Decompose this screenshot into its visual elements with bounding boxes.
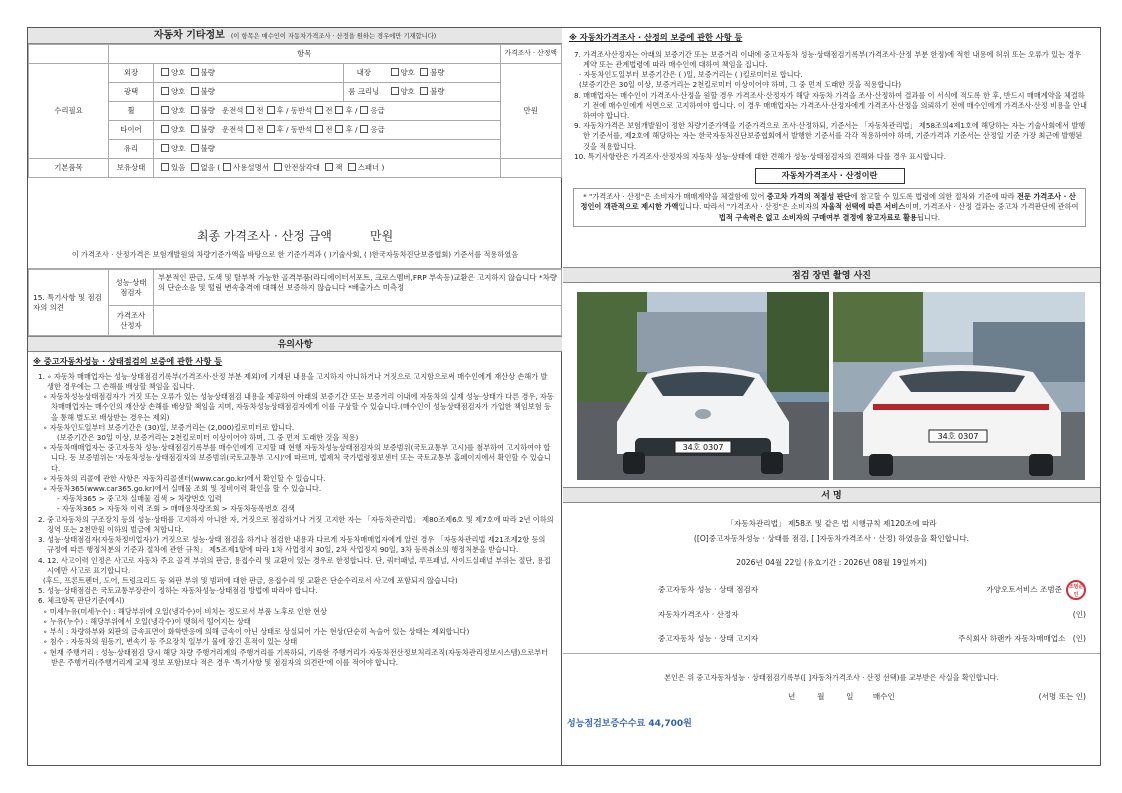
notifier-label: 중고자동차 성능 · 상태 고지자 — [658, 634, 759, 643]
gloss-bad-checkbox[interactable] — [191, 87, 199, 95]
gloss-good-checkbox[interactable] — [161, 87, 169, 95]
notice-sub: - 자동차365 > 자동차 이력 조회 > 매매용차량조회 > 자동차등록번호 검색 — [57, 504, 295, 514]
row-hold: 보유상태 — [109, 159, 154, 178]
def-text: * "가격조사 · 산정"은 소비자가 매매계약을 체결함에 있어 — [583, 191, 767, 201]
jack-checkbox[interactable] — [325, 163, 333, 171]
notifier-name: 주식회사 하랜카 자동차매매업소 — [957, 634, 1066, 643]
def-bold: 자율적 선택에 따른 서비스 — [821, 202, 906, 212]
def-text: 에 참고할 수 있도록 법령에 의한 절차와 기준에 따라 — [850, 191, 1017, 201]
sign-row-notifier — [658, 634, 1086, 646]
tire-emergency-checkbox[interactable] — [360, 125, 368, 133]
col-item: 항목 — [109, 45, 501, 64]
price-notice-item: · 자동차인도일부터 보증기간은 ( )일, 보증거리는 ( )킬로미터로 합니다. — [579, 70, 803, 80]
repair-label: 수리필요 — [29, 64, 109, 159]
final-amount-label: 최종 가격조사 · 산정 금액 — [196, 229, 332, 243]
sign-date: 2026년 04월 22일 (유효기간 : 2026년 08월 19일까지) — [736, 558, 927, 567]
notice-title: ※ 중고자동차성능 · 상태점검의 보증에 관한 사항 등 — [33, 356, 223, 366]
notice-sub: - 자동차365 > 중고차 실매물 검색 > 차량번호 입력 — [57, 494, 222, 504]
spanner-checkbox[interactable] — [348, 163, 356, 171]
sign-section — [563, 503, 1100, 765]
opinion-table — [28, 269, 562, 336]
notice-item: ∘ 자동차의 리콜에 관한 사항은 자동차리콜센터(www.car.go.kr)에서 확인할 수 있습니다. — [43, 473, 326, 483]
wheel-passenger-front-checkbox[interactable] — [315, 106, 323, 114]
inspection-record-page — [27, 27, 1101, 766]
right-column — [563, 28, 1100, 765]
wheel-emergency-checkbox[interactable] — [360, 106, 368, 114]
tire-driver-rear-checkbox[interactable] — [267, 125, 275, 133]
opinion-label: 15. 특기사항 및 점검자의 의견 — [29, 270, 109, 336]
notice-item: (보증기간은 30일 이상, 보증거리는 2천킬로미터 이상이어야 하며, 그 중 먼저 도래한 것을 적용) — [57, 432, 359, 442]
final-amount-unit: 만원 — [369, 229, 394, 243]
notice-item: ∘ 미세누유(미세누수) : 해당부위에 오일(냉각수)이 비치는 정도로서 부품 노후로 인한 현상 — [43, 606, 327, 616]
opinion-pricer-text — [154, 306, 562, 336]
opinion-pricer-label: 가격조사 산정자 — [109, 306, 154, 336]
notice-item: 4. 12. 사고이력 인정은 사고로 자동차 주요 골격 부위의 판금, 용접수리 및 교환이 있는 경우로 한정합니다. 단, 쿼터패널, 루프패널, 사이드실패널 부위는 절단, 용접 시에만 사고로 표기합니다. — [38, 555, 551, 575]
front-plate-text: 34호 0307 — [682, 443, 724, 452]
guarantee-fee: 성능점검보증수수료 44,700원 — [567, 719, 692, 729]
notice-item: 6. 체크항목 판단기준(예시) — [38, 596, 125, 606]
notice-item: 2. 중고자동차의 구조장치 등의 성능·상태를 고지하지 아니한 자, 거짓으로 점검하거나 거짓 고지한 자는 「자동차관리법」 제80조제6호 및 제7호에 따라 2년 이하의 징역 또는 2천만원 이하의 벌금에 처합니다. — [38, 514, 554, 534]
year-label: 년 — [788, 692, 796, 701]
day-label: 일 — [846, 692, 854, 701]
def-bold: 전문 가격조사 · 산정인이 객관적으로 제시한 가액 — [580, 191, 1076, 212]
wheel-driver-rear-checkbox[interactable] — [267, 106, 275, 114]
buyer-label: 매수인 — [872, 692, 895, 701]
etc-section-header — [28, 28, 562, 44]
col-price: 가격조사 · 산정액 — [500, 45, 561, 64]
wheel-bad-checkbox[interactable] — [191, 106, 199, 114]
interior-good-checkbox[interactable] — [391, 68, 399, 76]
price-notice-item: (보증기간은 30일 이상, 보증거리는 2천킬로미터 이상이어야 하며, 그 중 먼저 도래한 것을 적용합니다) — [579, 80, 902, 90]
sign-line1: 「자동차관리법」 제58조 및 같은 법 시행규칙 제120조에 따라 — [726, 519, 937, 528]
inspector-name: 가양오토서비스 조범준 — [986, 585, 1062, 594]
price-notice-item: 9. 자동차가격은 보험개발원이 정한 차량기준가액을 기준가격으로 조사·산정하되, 기준서는 「자동차관리법」 제58조의4제1호에 해당하는 자는 기술사회에서 발행한 기준서를, 제2호에 해당하는 자는 한국자동차진단보증협회에서 발행한 기준서를 각각 적용하여야 하며, 기준가격과 기준서는 산정일 기준 가장 최근에 발행된 것을 적용합니다. — [574, 121, 1086, 151]
row-wheel: 휠 — [109, 102, 154, 121]
notice-item: (후드, 프론트펜더, 도어, 트렁크리드 등 외판 부위 및 범퍼에 대한 판금, 용접수리 및 교환은 단순수리로서 사고에 포함되지 않습니다) — [43, 576, 458, 586]
tire-driver-front-checkbox[interactable] — [246, 125, 254, 133]
etc-note: (이 항목은 매수인이 자동차가격조사 · 산정을 원하는 경우에만 기재합니다) — [230, 33, 437, 40]
price-definition — [573, 188, 1086, 227]
notice-item: ∘ 부식 : 차량하부와 외판의 금속표면이 화학반응에 의해 금속이 아닌 상태로 상실되어 가는 현상(단순히 녹슬어 있는 상태는 제외합니다) — [43, 627, 470, 637]
def-text: 됩니다. — [916, 212, 941, 222]
glass-bad-checkbox[interactable] — [191, 144, 199, 152]
pricer-seal: (인) — [1072, 610, 1086, 619]
final-amount-section — [28, 214, 562, 269]
tire-passenger-rear-checkbox[interactable] — [335, 125, 343, 133]
wheel-driver-front-checkbox[interactable] — [246, 106, 254, 114]
exterior-good-checkbox[interactable] — [161, 68, 169, 76]
notice-item: ∘ 자동차365(www.car365.go.kr)에서 실매물 조회 및 정비이력 확인을 할 수 있습니다. — [43, 484, 322, 494]
tire-passenger-front-checkbox[interactable] — [315, 125, 323, 133]
notice-item: 3. 성능·상태점검자(자동차정비업자)가 거짓으로 성능·상태 점검을 하거나 점검한 내용과 다르게 자동차매매업자에게 알린 경우 「자동차관리법 제21조제2항 등의 규정에 따른 행정처분의 기준과 절차에 관한 규칙」 제5조제1항에 따라 1차 사업정지 30일, 2차 사업정지 90일, 3차 등록취소의 행정처분을 받습니다. — [38, 535, 546, 555]
def-text: 이며, 가격조사 · 산정 결과는 중고차 가격판단에 관하여 — [905, 202, 1079, 212]
wheel-passenger-rear-checkbox[interactable] — [335, 106, 343, 114]
notice-item: ∘ 자동차매매업자는 중고자동차 성능·상태점검기록부를 매수인에게 고지할 때 현행 자동차성능상태점검자의 보증범위(국토교통부 고시)를 첨부하여 고지하여야 합니다. 동 보증범위는 '자동차성능·상태점검자의 보증범위(국토교통부 고시)'에 따르며, 법제처 국가법령정보센터 또는 국토교통부 홈페이지에서 확인할 수 있습니다. — [43, 443, 551, 473]
sign-header: 서 명 — [563, 487, 1100, 503]
inspector-label: 중고자동차 성능 · 상태 점검자 — [658, 585, 759, 594]
row-glass: 유리 — [109, 140, 154, 159]
rear-plate-text: 34호 0307 — [937, 432, 979, 441]
have-checkbox[interactable] — [161, 163, 169, 171]
price-notice-item: 10. 특기사항란은 가격조사·산정자의 자동차 성능·상태에 대한 견해가 성능·상태점검자의 견해와 다를 경우 표시합니다. — [574, 151, 947, 161]
row-room-cleaning: 룸 크리닝 — [344, 83, 384, 102]
sign-line2: ([O]중고자동차성능 · 상태를 점검, [ ]자동차가격조사 · 산정) 하였음을 확인합니다. — [693, 534, 970, 543]
none-checkbox[interactable] — [191, 163, 199, 171]
notifier-seal: (인) — [1072, 634, 1086, 643]
manual-checkbox[interactable] — [223, 163, 231, 171]
row-gloss: 광택 — [109, 83, 154, 102]
final-amount-desc: 이 가격조사 · 산정가격은 보험개발원의 차량기준가액을 바탕으로 한 기준가격과 ( )기술사회, ( )한국자동차진단보증협회) 기준서를 적용하였음 — [71, 250, 519, 260]
price-notice-section — [563, 28, 1100, 265]
sign-row-inspector — [658, 585, 1086, 597]
sign-row-pricer — [658, 610, 1086, 622]
tire-good-checkbox[interactable] — [161, 125, 169, 133]
notice-header: 유의사항 — [28, 336, 562, 352]
interior-bad-checkbox[interactable] — [420, 68, 428, 76]
opinion-inspector-text: 부분적인 판금, 도색 및 탈부착 가능한 골격부품(라디에이터서포트, 크로스멤버,FRP 부속등)교환은 고지하지 않습니다 *차량의 단순소음 및 떨림 변속충격에 대해선 보증하지 않습니다 *배출가스 미측정 — [154, 270, 562, 306]
notice-item: ∘ 자동차인도일부터 보증기간은 (30)일, 보증거리는 (2,000)킬로미터로 합니다. — [43, 422, 295, 432]
etc-title: 자동차 기타정보 — [153, 30, 225, 41]
price-definition-title: 자동차가격조사 · 산정이란 — [755, 168, 905, 184]
photo-header: 점검 장면 촬영 사진 — [563, 267, 1100, 283]
notice-item: ∘ 누유(누수) : 해당부위에서 오일(냉각수)이 맺혀서 떨어지는 상태 — [43, 616, 251, 626]
room-good-checkbox[interactable] — [391, 87, 399, 95]
price-notice-title: ※ 자동차가격조사 · 산정의 보증에 관한 사항 등 — [569, 32, 743, 42]
price-notice-item: 7. 가격조사산정자는 아래의 보증기간 또는 보증거리 이내에 중고자동차 성능·상태점검기록부(가격조사·산정 부분 한정)에 적힌 내용에 허위 또는 오류가 있는 경우 계약 또는 관계법령에 따라 매수인에 대하여 책임을 집니다. — [574, 49, 1082, 69]
car-front-photo — [577, 292, 829, 480]
row-exterior: 외장 — [109, 64, 154, 83]
row-interior: 내장 — [344, 64, 384, 83]
glass-good-checkbox[interactable] — [161, 144, 169, 152]
inspection-photo-front — [577, 292, 829, 480]
notice-item: ∘ 현재 주행거리 : 성능·상태점검 당시 해당 차량 주행거리계의 주행거리를 기록하되, 기록한 주행거리가 자동차전산정보처리조직(자동차관리정보시스템)으로부터 받은 주행거리(주행거리계 교체 정보 포함)보다 적은 경우 '특기사항 및 점검자의 의견란'에 이를 적어야 합니다. — [43, 647, 549, 667]
notice-item: 1. ∘ 자동차 매매업자는 성능·상태점검기록부(가격조사·산정 부분 제외)에 기재된 내용을 고지하지 아니하거나 거짓으로 고지함으로써 매수인에게 재산상 손해가 발생한 경우에는 그 손해를 배상할 책임을 집니다. — [38, 371, 548, 391]
sign-divider — [563, 653, 1100, 654]
inspector-stamp: 조범준인 — [1066, 580, 1086, 600]
exterior-bad-checkbox[interactable] — [191, 68, 199, 76]
notice-item: ∘ 자동차성능상태점검자가 거짓 또는 오류가 있는 성능상태점검 내용을 제공하여 아래의 보증기간 또는 보증거리 이내에 자동차의 실제 성능·상태가 다른 경우, 자동차매매업자는 매수인의 재산상 손해를 배상할 책임을 지며, 자동차성능상태점검자에게 이를 구상할 수 있습니다.(매수인이 성능상태점검자가 가입한 책임보험 등을 통해 별도로 배상받는 경우는 제외) — [43, 392, 554, 422]
notice-item: ∘ 침수 : 자동차의 원동기, 변속기 등 주요장치 일부가 물에 잠긴 흔적이 있는 상태 — [43, 637, 298, 647]
etc-table: 항목 가격조사 · 산정액 수리필요 외장 양호 불량 내장 양호 불량 만원 광택 양호 불량 룸 크리닝 양호 불량 휠 양호 불량 운전석 전 후 / 동반석 전 후 / 응급 타이어 양호 불량 운전석 전 후 / 동반석 전 후 / 응급 유리 양호 불량 기본품목 보유상태 있음 없음 ( 사용설명서 안전삼각대 잭 스패너 ) — [28, 44, 562, 178]
car-rear-photo — [833, 292, 1085, 480]
def-text: 입니다. 따라서 "가격조사 · 산정"은 소비자의 — [678, 202, 822, 212]
price-notice-item: 8. 매매업자는 매수인이 가격조사·산정을 원할 경우 가격조사·산정자가 해당 자동차 가격을 조사·산정하여 결과를 이 서식에 적도록 한 후, 반드시 매매계약을 체결하기 전에 매수인에게 서면으로 고지하여야 합니다. 이 경우 매매업자는 가격조사·산정자에게 가격조사·산정을 의뢰하기 전에 매수인에게 가격조사·산정 비용을 안내하여야 합니다. — [574, 90, 1087, 120]
def-bold: 중고차 가격의 적절성 판단 — [766, 191, 851, 201]
left-column — [28, 28, 562, 765]
wheel-good-checkbox[interactable] — [161, 106, 169, 114]
opinion-inspector-label: 성능·상태 점검자 — [109, 270, 154, 306]
notice-item: 5. 성능·상태점검은 국토교통부장관이 정하는 자동차성능·상태점검 방법에 따라야 합니다. — [38, 586, 318, 596]
sign-confirm: 본인은 위 중고자동차성능 · 상태점검기록부([ ]자동차가격조사 · 산정 선택)를 교부받은 사실을 확인합니다. — [664, 673, 999, 682]
pricer-label: 자동차가격조사 · 산정자 — [658, 610, 739, 619]
price-unit: 만원 — [500, 64, 561, 159]
month-label: 월 — [817, 692, 825, 701]
inspection-photo-rear — [833, 292, 1085, 480]
row-tire: 타이어 — [109, 121, 154, 140]
notice-body — [28, 356, 562, 668]
buyer-sign-row — [788, 692, 1086, 702]
buyer-signature: (서명 또는 인) — [1038, 692, 1086, 701]
def-bold: 법적 구속력은 없고 소비자의 구매여부 결정에 참고자료로 활용 — [718, 212, 917, 222]
triangle-checkbox[interactable] — [274, 163, 282, 171]
basic-label: 기본품목 — [29, 159, 109, 178]
tire-bad-checkbox[interactable] — [191, 125, 199, 133]
room-bad-checkbox[interactable] — [420, 87, 428, 95]
